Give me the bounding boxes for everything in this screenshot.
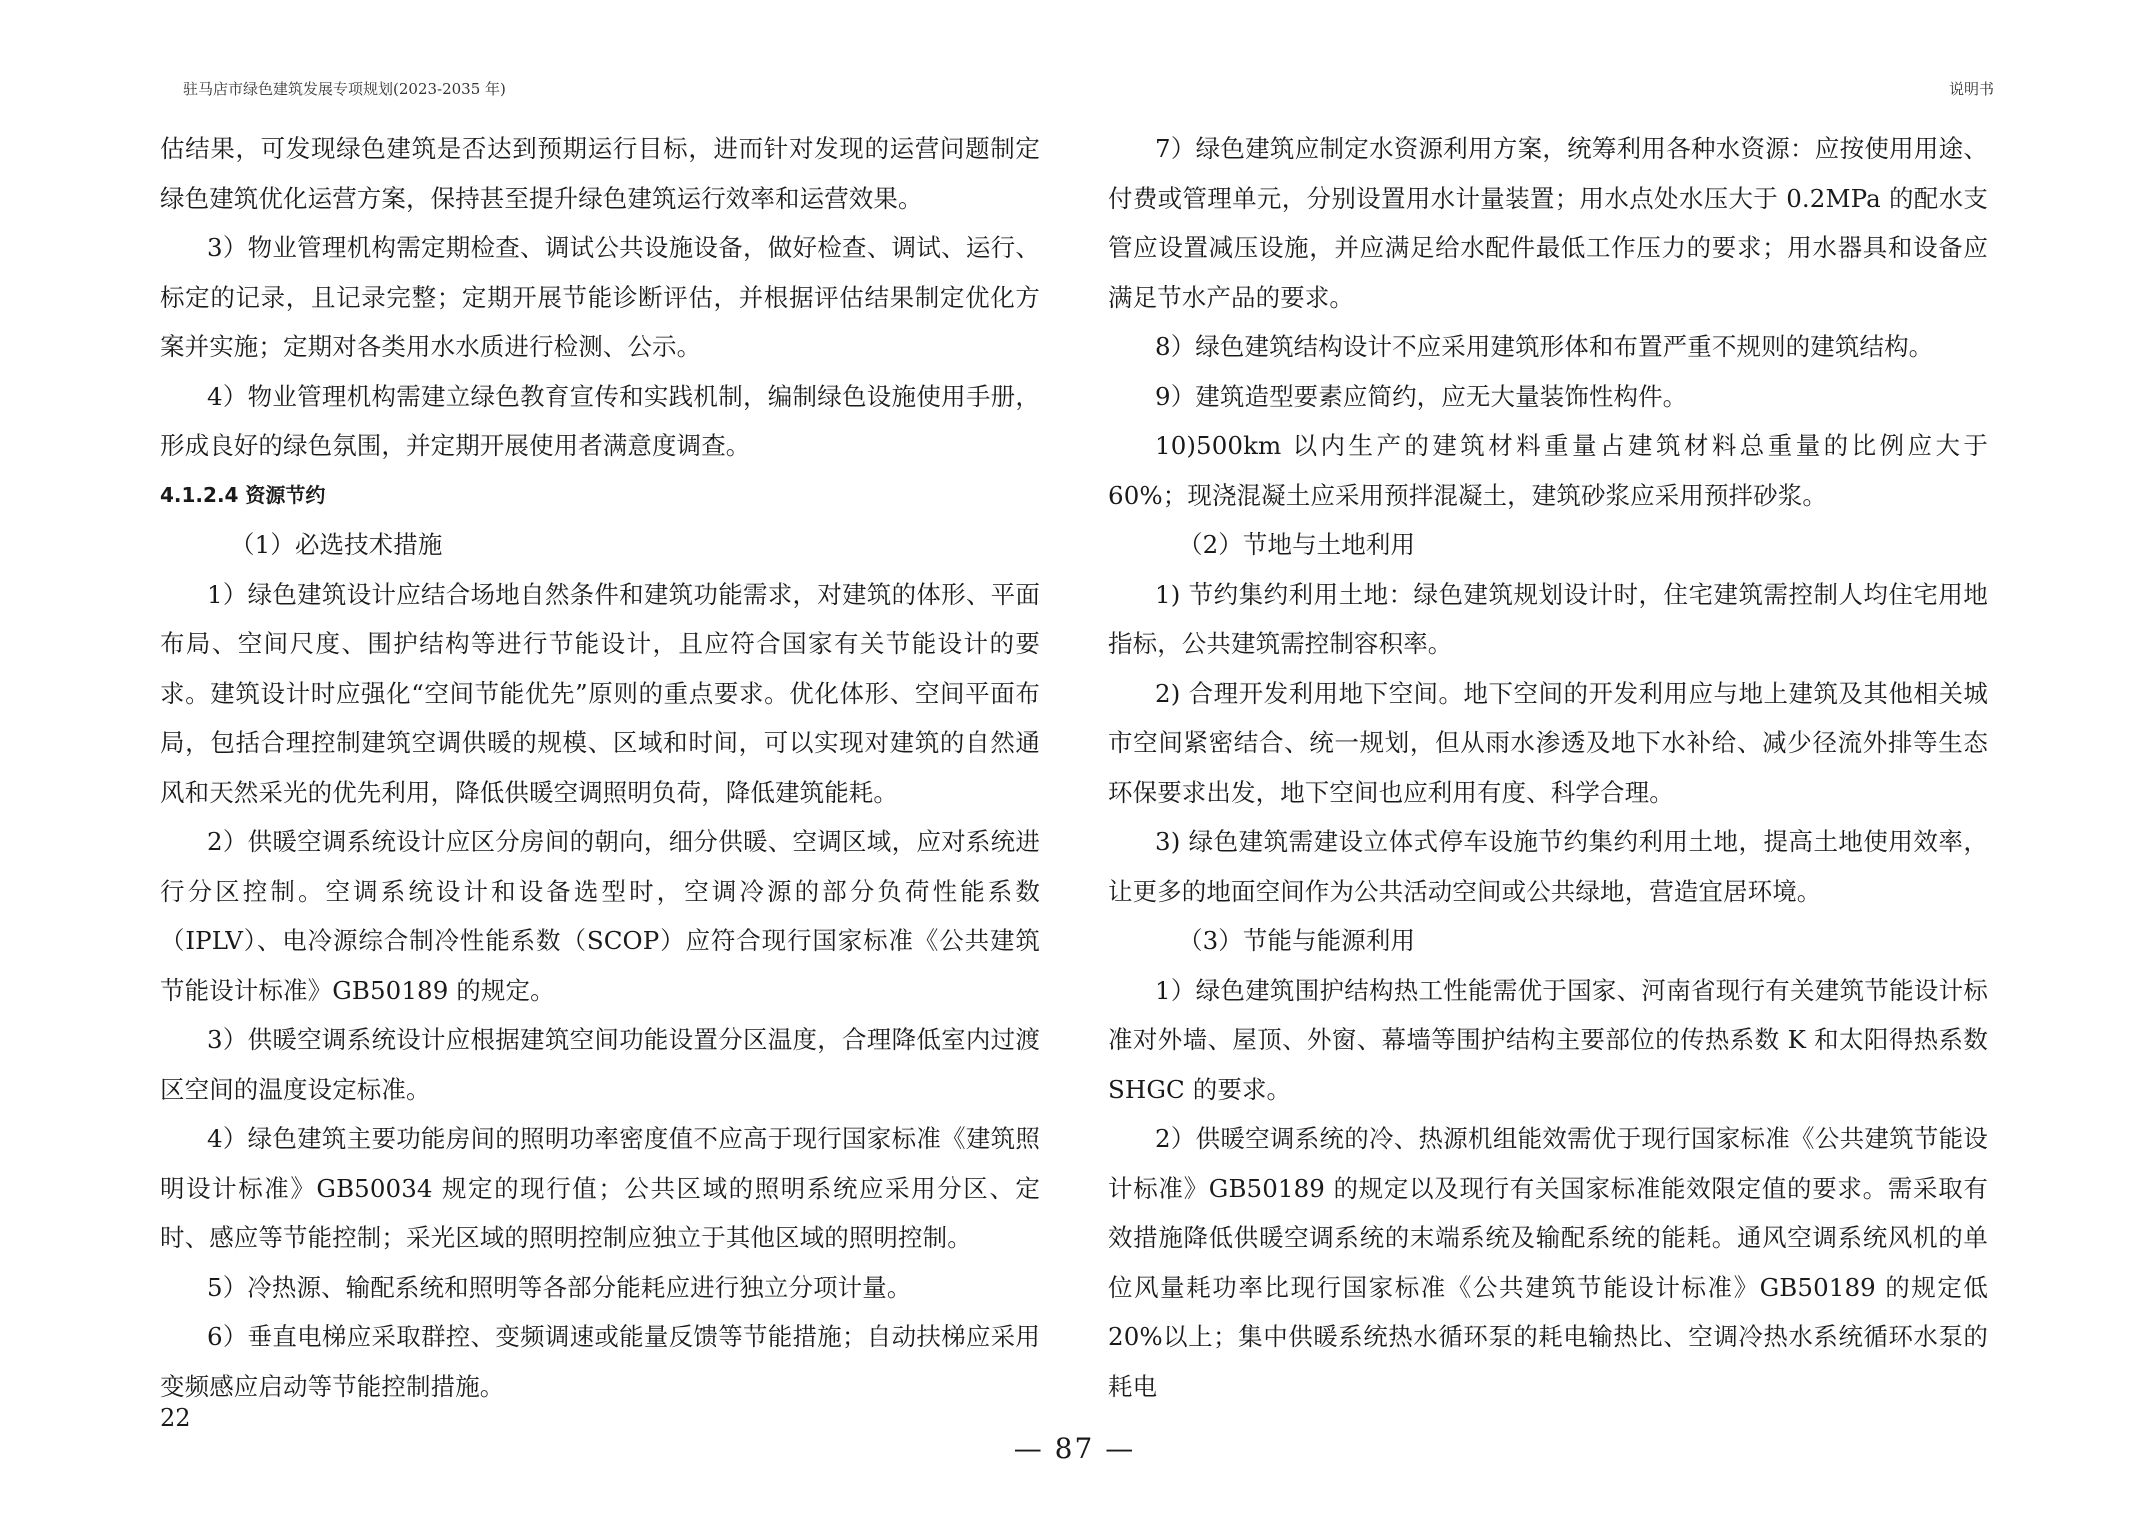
paragraph: 3）物业管理机构需定期检查、调试公共设施设备，做好检查、调试、运行、标定的记录，且记录完整；定期开展节能诊断评估，并根据评估结果制定优化方案并实施；定期对各类用水水质进行检测、公示。 bbox=[160, 233, 1040, 361]
paragraph: 9）建筑造型要素应简约，应无大量装饰性构件。 bbox=[1155, 381, 1688, 411]
paragraph: 3) 绿色建筑需建设立体式停车设施节约集约利用土地，提高土地使用效率，让更多的地面空间作为公共活动空间或公共绿地，营造宜居环境。 bbox=[1108, 827, 1988, 906]
paragraph: 估结果，可发现绿色建筑是否达到预期运行目标，进而针对发现的运营问题制定绿色建筑优化运营方案，保持甚至提升绿色建筑运行效率和运营效果。 bbox=[160, 134, 1040, 213]
subsection-title: （1）必选技术措施 bbox=[230, 530, 443, 559]
page-number: — 87 — bbox=[1013, 1432, 1136, 1465]
paragraph: 6）垂直电梯应采取群控、变频调速或能量反馈等节能措施；自动扶梯应采用变频感应启动等节能控制措施。 bbox=[160, 1322, 1040, 1401]
paragraph: 2) 合理开发利用地下空间。地下空间的开发利用应与地上建筑及其他相关城市空间紧密结合、统一规划，但从雨水渗透及地下水补给、减少径流外排等生态环保要求出发，地下空间也应利用有度、科学合理。 bbox=[1108, 678, 1988, 807]
paragraph: 1）绿色建筑设计应结合场地自然条件和建筑功能需求，对建筑的体形、平面布局、空间尺度、围护结构等进行节能设计，且应符合国家有关节能设计的要求。建筑设计时应强化“空间节能优先”原则的重点要求。优化体形、空间平面布局，包括合理控制建筑空调供暖的规模、区域和时间，可以实现对建筑的自然通风和天然采光的优先利用，降低供暖空调照明负荷，降低建筑能耗。 bbox=[160, 579, 1040, 807]
document-header-section: 说明书 bbox=[1948, 80, 1994, 98]
paragraph: 1）绿色建筑围护结构热工性能需优于国家、河南省现行有关建筑节能设计标准对外墙、屋顶、外窗、幕墙等围护结构主要部位的传热系数 K 和太阳得热系数 SHGC 的要求。 bbox=[1108, 975, 1988, 1104]
document-header-title: 驻马店市绿色建筑发展专项规划(2023-2035 年) bbox=[183, 80, 506, 98]
subsection-title: （2）节地与土地利用 bbox=[1178, 530, 1416, 559]
right-column bbox=[1108, 124, 1988, 1411]
left-column bbox=[160, 124, 1040, 1411]
subsection-title: （3）节能与能源利用 bbox=[1178, 926, 1416, 955]
paragraph: 5）冷热源、输配系统和照明等各部分能耗应进行独立分项计量。 bbox=[207, 1272, 912, 1302]
paragraph: 4）绿色建筑主要功能房间的照明功率密度值不应高于现行国家标准《建筑照明设计标准》GB50034 规定的现行值；公共区域的照明系统应采用分区、定时、感应等节能控制；采光区域的照明控制应独立于其他区域的照明控制。 bbox=[160, 1124, 1040, 1252]
section-heading: 4.1.2.4 资源节约 bbox=[160, 482, 326, 507]
paragraph: 3）供暖空调系统设计应根据建筑空间功能设置分区温度，合理降低室内过渡区空间的温度设定标准。 bbox=[160, 1025, 1040, 1104]
paragraph: 2）供暖空调系统的冷、热源机组能效需优于现行国家标准《公共建筑节能设计标准》GB50189 的规定以及现行有关国家标准能效限定值的要求。需采取有效措施降低供暖空调系统的末端系统及输配系统的能耗。通风空调系统风机的单位风量耗功率比现行国家标准《公共建筑节能设计标准》GB50189 的规定低 20%以上；集中供暖系统热水循环泵的耗电输热比、空调冷热水系统循环水泵的耗电 bbox=[1108, 1124, 1988, 1401]
paragraph: 10)500km 以内生产的建筑材料重量占建筑材料总重量的比例应大于 60%；现浇混凝土应采用预拌混凝土，建筑砂浆应采用预拌砂浆。 bbox=[1108, 431, 1988, 510]
paragraph: 2）供暖空调系统设计应区分房间的朝向，细分供暖、空调区域，应对系统进行分区控制。空调系统设计和设备选型时，空调冷源的部分负荷性能系数（IPLV）、电冷源综合制冷性能系数（SCOP）应符合现行国家标准《公共建筑节能设计标准》GB50189 的规定。 bbox=[160, 827, 1040, 1005]
paragraph: 8）绿色建筑结构设计不应采用建筑形体和布置严重不规则的建筑结构。 bbox=[1155, 332, 1934, 361]
paragraph: 4）物业管理机构需建立绿色教育宣传和实践机制，编制绿色设施使用手册，形成良好的绿色氛围，并定期开展使用者满意度调查。 bbox=[160, 381, 1040, 460]
paragraph: 7）绿色建筑应制定水资源利用方案，统筹利用各种水资源：应按使用用途、付费或管理单元，分别设置用水计量装置；用水点处水压大于 0.2MPa 的配水支管应设置减压设施，并应满足给水配件最低工作压力的要求；用水器具和设备应满足节水产品的要求。 bbox=[1108, 134, 1988, 312]
paragraph: 1) 节约集约利用土地：绿色建筑规划设计时，住宅建筑需控制人均住宅用地指标，公共建筑需控制容积率。 bbox=[1108, 579, 1988, 658]
original-page-number: 22 bbox=[160, 1404, 191, 1432]
